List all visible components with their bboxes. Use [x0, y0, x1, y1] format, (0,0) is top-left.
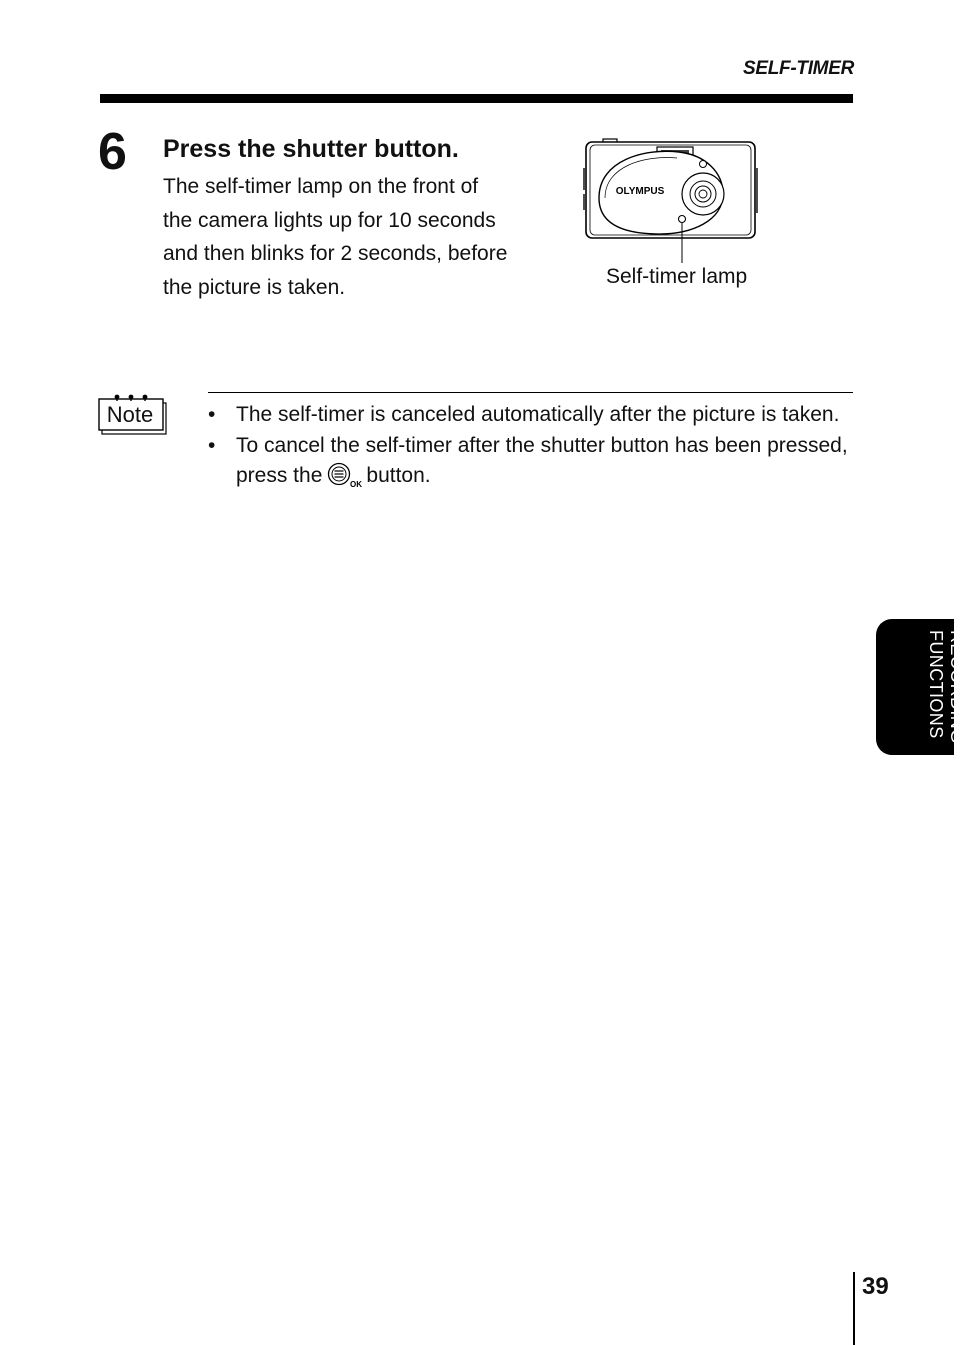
side-tab: [876, 619, 967, 755]
side-tab-line: RECORDING: [947, 630, 967, 744]
list-item: [208, 400, 848, 431]
note-item-text: The self-timer is canceled automatically after the picture is taken.: [236, 403, 840, 426]
note-badge-icon: [98, 390, 168, 438]
note-rule: [208, 392, 853, 393]
note-list: [208, 400, 848, 492]
top-rule: [100, 94, 853, 103]
running-head: SELF-TIMER: [743, 58, 854, 79]
step-body-line: and then blinks for 2 seconds, before: [163, 242, 508, 265]
self-timer-lamp-callout: Self-timer lamp: [606, 265, 748, 288]
step-title: Press the shutter button.: [163, 135, 459, 163]
step-body-line: The self-timer lamp on the front of: [163, 175, 479, 198]
side-tab-line: FUNCTIONS: [926, 630, 946, 739]
camera-front-illustration: [583, 138, 759, 268]
step-number: 6: [98, 123, 127, 181]
camera-brand: OLYMPUS: [615, 186, 665, 197]
note-item-text-after: button.: [366, 464, 431, 487]
menu-ok-icon-sub: OK: [350, 480, 363, 489]
note-badge: [98, 390, 168, 443]
folio-rule: [853, 1272, 855, 1345]
side-tab-text: [925, 630, 967, 744]
step-body: [163, 170, 563, 304]
page-number: 39: [862, 1273, 889, 1300]
note-label: Note: [106, 402, 154, 427]
menu-ok-button-icon: [327, 462, 361, 488]
list-item: [208, 431, 848, 492]
note-item-text-before: To cancel the self-timer after the shutter button has been pressed, press the: [236, 433, 848, 487]
step-body-line: the camera lights up for 10 seconds: [163, 208, 496, 232]
step-body-line: the picture is taken.: [163, 275, 346, 299]
